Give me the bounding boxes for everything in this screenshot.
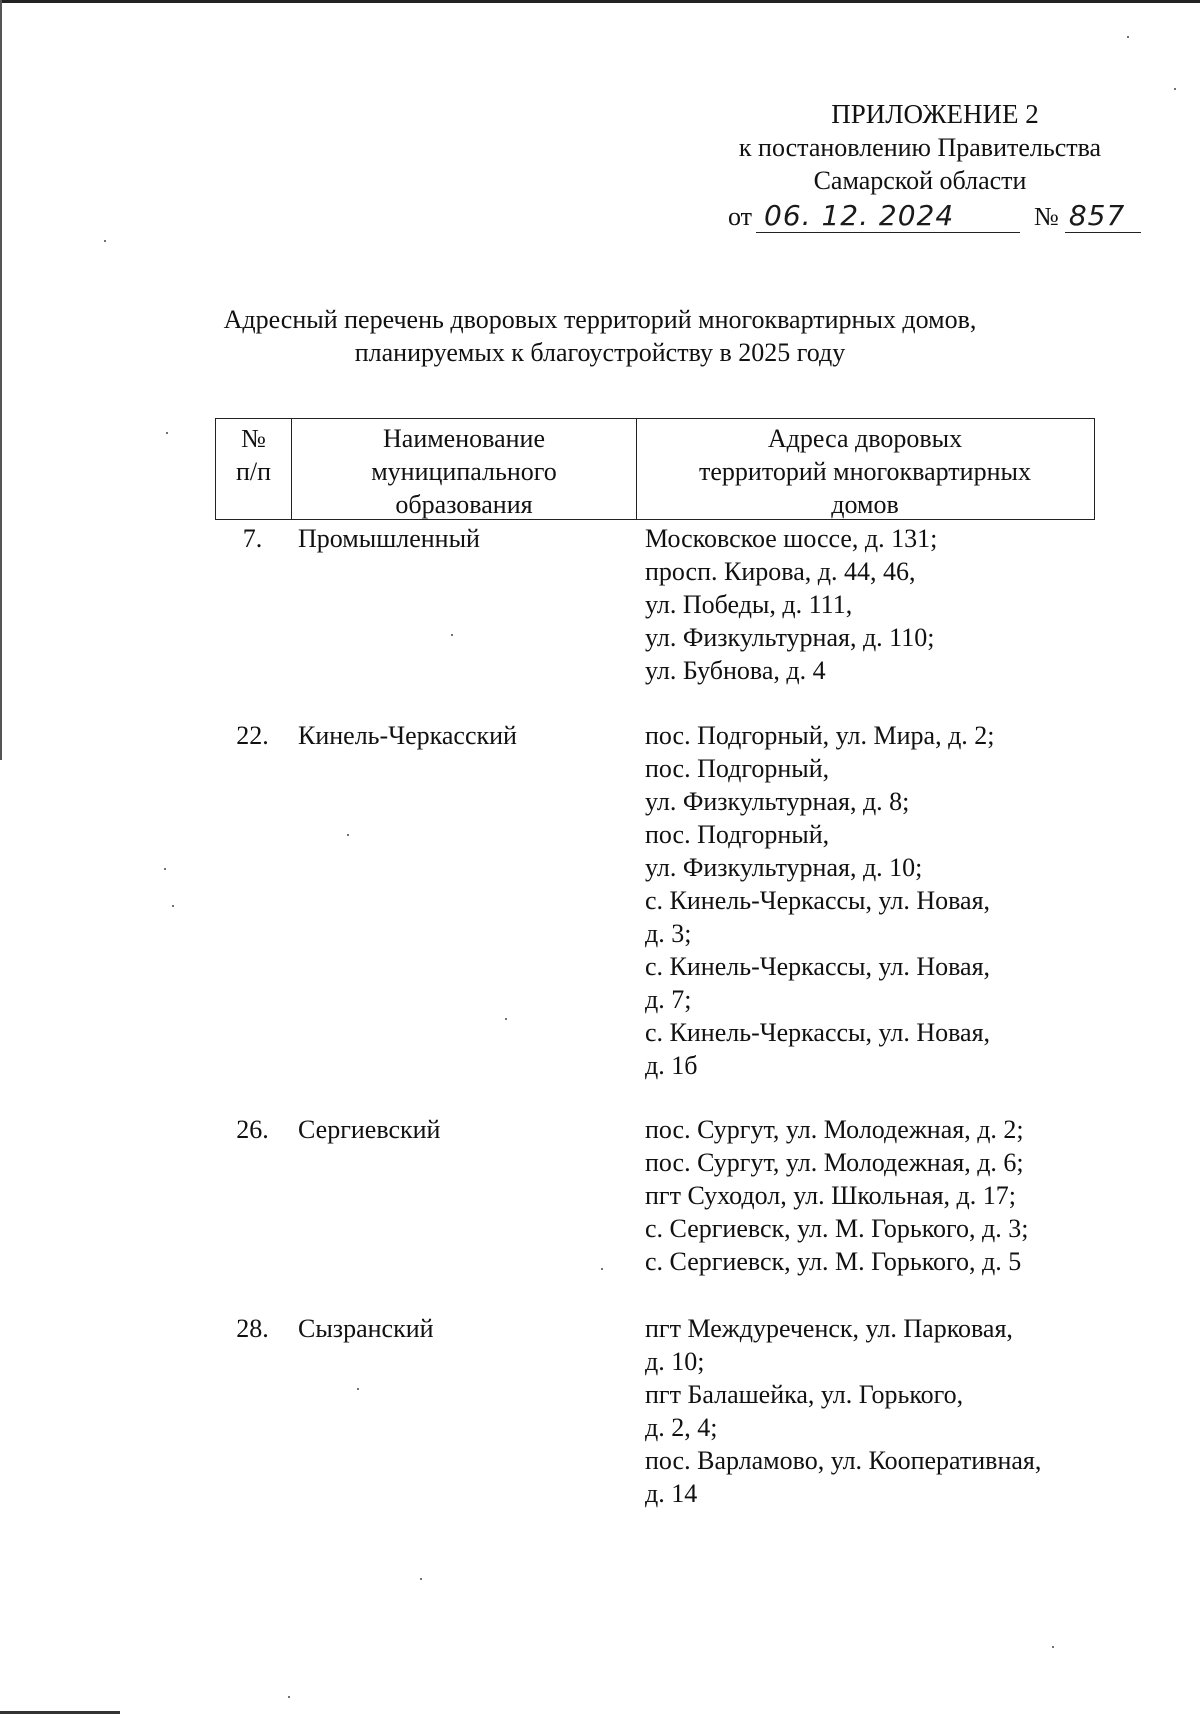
address-line: д. 1б bbox=[645, 1051, 698, 1080]
header-text: территорий многоквартирных bbox=[699, 457, 1031, 486]
appendix-header bbox=[690, 98, 1150, 197]
address-line: ул. Физкультурная, д. 110; bbox=[645, 623, 935, 652]
resolution-date-line bbox=[728, 199, 1141, 233]
document-title-line-1: Адресный перечень дворовых территорий многоквартирных домов, bbox=[223, 305, 977, 334]
address-line: пгт Междуреченск, ул. Парковая, bbox=[645, 1314, 1013, 1343]
address-line: пос. Сургут, ул. Молодежная, д. 2; bbox=[645, 1115, 1024, 1144]
scan-speck bbox=[347, 834, 349, 836]
scan-speck bbox=[1052, 1646, 1054, 1648]
row-number: 26. bbox=[236, 1115, 269, 1144]
header-text: муниципального bbox=[371, 457, 557, 486]
address-line: д. 2, 4; bbox=[645, 1413, 718, 1442]
address-line: пос. Подгорный, bbox=[645, 820, 830, 849]
address-line: пос. Варламово, ул. Кооперативная, bbox=[645, 1446, 1042, 1475]
address-line: с. Кинель-Черкассы, ул. Новая, bbox=[645, 1018, 991, 1047]
header-text: Наименование bbox=[383, 424, 545, 453]
address-line: пгт Суходол, ул. Школьная, д. 17; bbox=[645, 1181, 1016, 1210]
address-line: просп. Кирова, д. 44, 46, bbox=[645, 557, 916, 586]
address-line: пос. Подгорный, ул. Мира, д. 2; bbox=[645, 721, 995, 750]
address-list bbox=[645, 522, 1105, 687]
scan-speck bbox=[420, 1578, 422, 1580]
address-list bbox=[645, 1113, 1105, 1278]
address-line: пгт Балашейка, ул. Горького, bbox=[645, 1380, 964, 1409]
address-line: д. 10; bbox=[645, 1347, 705, 1376]
appendix-line-1: к постановлению Правительства bbox=[738, 133, 1102, 162]
row-number: 22. bbox=[236, 721, 269, 750]
appendix-title: ПРИЛОЖЕНИЕ 2 bbox=[831, 99, 1039, 129]
row-number: 7. bbox=[242, 524, 263, 553]
address-line: ул. Бубнова, д. 4 bbox=[645, 656, 826, 685]
address-line: д. 7; bbox=[645, 985, 692, 1014]
number-label: № bbox=[1034, 202, 1059, 231]
document-title bbox=[150, 303, 1050, 369]
resolution-number: 857 bbox=[1065, 199, 1141, 233]
page-top-border bbox=[0, 0, 1200, 3]
address-line: с. Кинель-Черкассы, ул. Новая, bbox=[645, 886, 991, 915]
address-line: д. 14 bbox=[645, 1479, 698, 1508]
address-line: ул. Победы, д. 111, bbox=[645, 590, 853, 619]
scan-speck bbox=[288, 1696, 290, 1698]
scan-speck bbox=[451, 634, 453, 636]
address-line: пос. Сургут, ул. Молодежная, д. 6; bbox=[645, 1148, 1024, 1177]
page-left-border bbox=[0, 0, 2, 760]
date-prefix: от bbox=[728, 202, 753, 231]
scan-speck bbox=[166, 432, 168, 434]
scan-speck bbox=[172, 905, 174, 907]
scan-speck bbox=[357, 1388, 359, 1390]
address-line: с. Сергиевск, ул. М. Горького, д. 5 bbox=[645, 1247, 1022, 1276]
scan-speck bbox=[164, 868, 166, 870]
address-line: ул. Физкультурная, д. 10; bbox=[645, 853, 923, 882]
row-number: 28. bbox=[236, 1314, 269, 1343]
header-cell-number bbox=[216, 419, 291, 519]
scan-speck bbox=[505, 1018, 507, 1020]
appendix-line-2: Самарской области bbox=[813, 166, 1027, 195]
document-title-line-2: планируемых к благоустройству в 2025 году bbox=[354, 338, 846, 367]
header-text: № bbox=[241, 424, 266, 453]
header-text: Адреса дворовых bbox=[767, 424, 963, 453]
scan-speck bbox=[104, 240, 106, 242]
address-list bbox=[645, 1312, 1105, 1510]
address-line: д. 3; bbox=[645, 919, 692, 948]
municipality-name: Сызранский bbox=[298, 1314, 434, 1343]
scan-speck bbox=[1127, 36, 1129, 38]
address-line: ул. Физкультурная, д. 8; bbox=[645, 787, 910, 816]
scan-speck bbox=[1174, 88, 1176, 90]
address-line: Московское шоссе, д. 131; bbox=[645, 524, 938, 553]
scan-speck bbox=[601, 1268, 603, 1270]
address-line: с. Сергиевск, ул. М. Горького, д. 3; bbox=[645, 1214, 1029, 1243]
municipality-name: Сергиевский bbox=[298, 1115, 441, 1144]
address-line: пос. Подгорный, bbox=[645, 754, 830, 783]
header-text: п/п bbox=[235, 457, 272, 486]
municipality-name: Промышленный bbox=[298, 524, 480, 553]
header-cell-addresses bbox=[636, 419, 1093, 519]
address-list bbox=[645, 719, 1105, 1082]
header-text: домов bbox=[831, 490, 899, 519]
header-text: образования bbox=[395, 490, 533, 519]
address-line: с. Кинель-Черкассы, ул. Новая, bbox=[645, 952, 991, 981]
resolution-date: 06. 12. 2024 bbox=[756, 199, 1020, 233]
municipality-name: Кинель-Черкасский bbox=[298, 721, 517, 750]
table-header bbox=[215, 418, 1095, 520]
header-cell-municipality bbox=[291, 419, 636, 519]
